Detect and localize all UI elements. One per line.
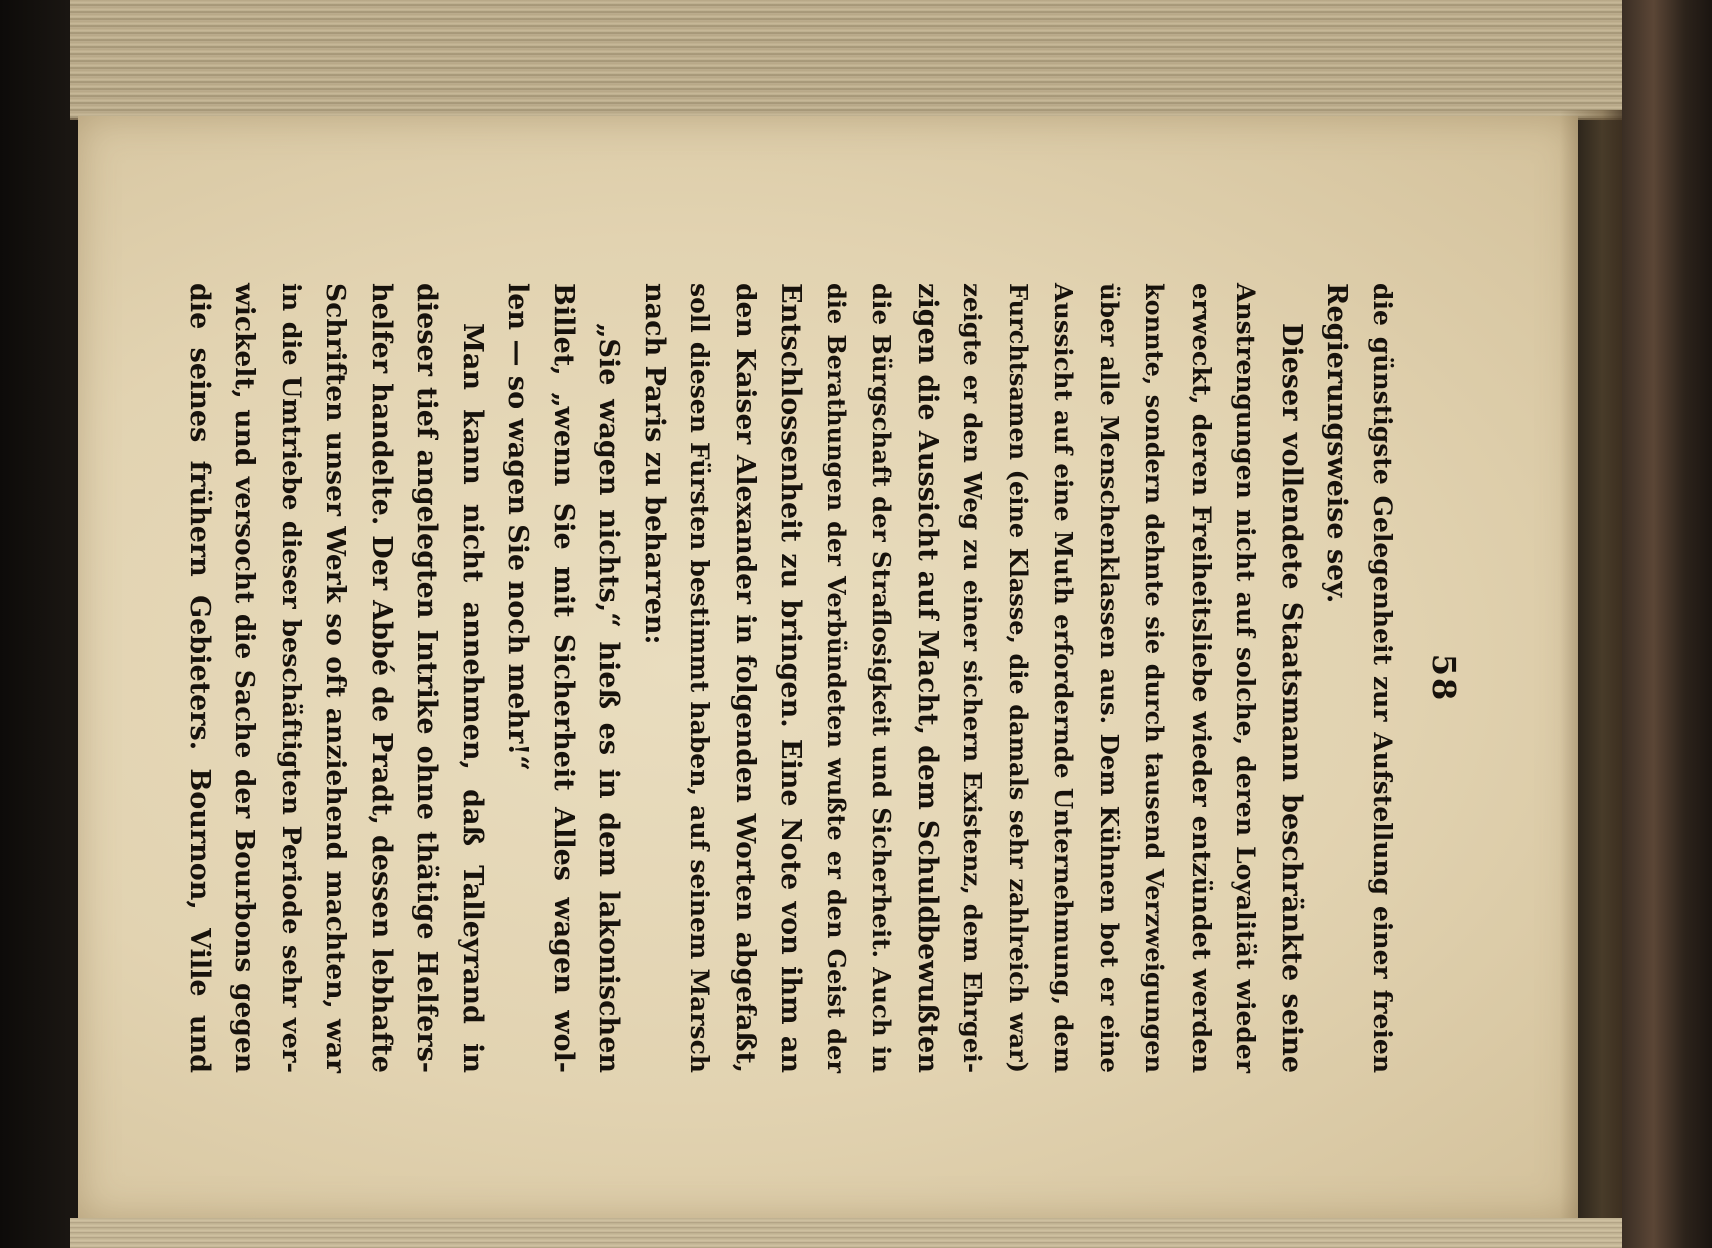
text-line: len — so wagen Sie noch mehr!“ (502, 283, 534, 771)
text-line: die günstigste Gelegenheit zur Aufstellung einer freien (1368, 283, 1397, 1073)
text-line: zeigte er den Weg zu einer sichern Existenz, dem Ehrgei- (958, 283, 988, 1073)
text-line: Billet, „wenn Sie mit Sicherheit Alles wagen wol- (548, 283, 579, 1073)
text-line: konnte, sondern dehnte sie durch tausend Verzweigungen (1140, 283, 1170, 1073)
text-line: Schriften unser Werk so oft anziehend machten, war (320, 283, 352, 1073)
text-line: Furchtsamen (eine Klasse, die damals sehr zahlreich war) (1004, 283, 1033, 1073)
text-line: helfer handelte. Der Abbé de Pradt, dessen lebhafte (366, 283, 397, 1073)
page-block-edge-top (70, 0, 1630, 120)
text-line: dieser tief angelegten Intrike ohne thätige Helfers- (411, 283, 443, 1073)
text-line: soll diesen Fürsten bestimmt haben, auf seinem Marsch (685, 283, 715, 1073)
page-text-block (184, 283, 1463, 1073)
text-line: Anstrengungen nicht auf solche, deren Loyalität wieder (1231, 283, 1261, 1073)
page-number: 58 (1425, 653, 1463, 703)
text-line: in die Umtriebe dieser beschäftigten Periode sehr ver- (276, 283, 306, 1073)
text-line: Regierungsweise sey. (1321, 283, 1353, 604)
text-line: Man kann nicht annehmen, daß Talleyrand in (457, 323, 488, 1073)
text-line: Aussicht auf eine Muth erfordernde Unternehmung, dem (1049, 283, 1079, 1073)
book-spine (1622, 0, 1712, 1248)
text-line: Entschlossenheit zu bringen. Eine Note von ihm an (775, 283, 807, 1073)
text-line: erweckt, deren Freiheitsliebe wieder entzündet werden (1186, 283, 1216, 1073)
text-line: die Berathungen der Verbündeten wußte er den Geist der (822, 283, 851, 1073)
text-line: die seines frühern Gebieters. Bournon, Ville und (184, 283, 215, 1073)
text-line: zigen die Aussicht auf Macht, dem Schuldbewußten (912, 283, 943, 1073)
book-gutter (1560, 110, 1630, 1220)
text-line: wickelt, und versocht die Sache der Bourbons gegen (229, 283, 261, 1073)
text-line: über alle Menschenklassen aus. Dem Kühnen bot er eine (1095, 283, 1124, 1073)
page-block-edge-bottom (70, 1218, 1630, 1248)
text-line: „Sie wagen nichts,“ hieß es in dem lakonischen (593, 323, 625, 1073)
text-line: Dieser vollendete Staatsmann beschränkte seine (1276, 323, 1307, 1073)
text-line: die Bürgschaft der Straflosigkeit und Sicherheit. Auch in (867, 283, 897, 1073)
text-line: den Kaiser Alexander in folgenden Worten abgefaßt, (730, 283, 761, 1073)
text-line: nach Paris zu beharren: (639, 283, 670, 645)
